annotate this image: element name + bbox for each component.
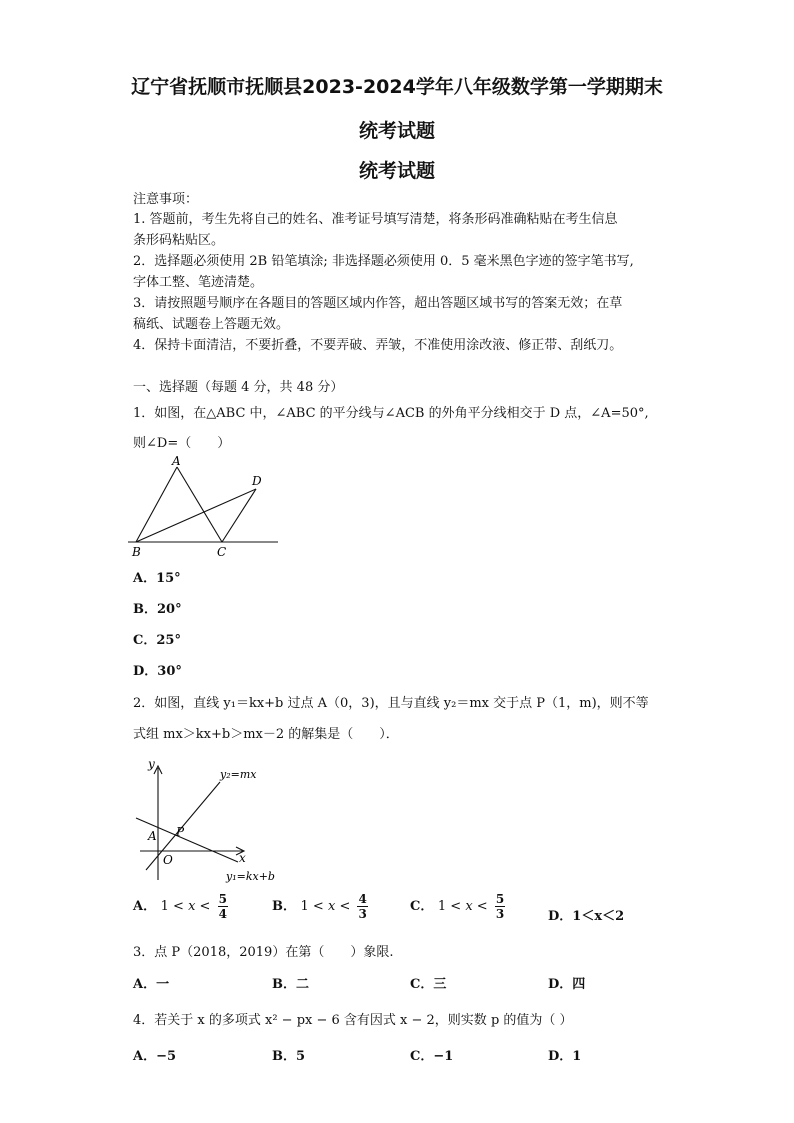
page-title-line2: 统考试题 xyxy=(358,120,435,142)
fraction-numerator: 5 xyxy=(495,892,505,906)
q2-label-y2: y₂=mx xyxy=(220,768,257,781)
q2-option-a-left: 1 < xyxy=(160,899,189,914)
q3-option-c: C．三 xyxy=(410,977,447,992)
q2-label-p: P xyxy=(176,825,185,839)
q1-label-b: B xyxy=(132,545,141,559)
notice-line: 1. 答题前，考生先将自己的姓名、准考证号填写清楚，将条形码准确粘贴在考生信息 xyxy=(133,212,618,227)
q3-option-d: D．四 xyxy=(548,977,586,992)
notice-line: 条形码粘贴区。 xyxy=(133,233,225,248)
q2-option-d-letter: D． xyxy=(548,909,573,924)
notice-line: 4．保持卡面清洁，不要折叠，不要弄破、弄皱，不准使用涂改液、修正带、刮纸刀。 xyxy=(133,338,623,353)
q1-label-c: C xyxy=(217,545,227,559)
q2-option-b-left: 1 < xyxy=(300,899,328,914)
fraction-numerator: 4 xyxy=(358,892,367,906)
fraction-denominator: 3 xyxy=(495,907,505,921)
notice-line: 稿纸、试题卷上答题无效。 xyxy=(133,317,290,332)
q2-option-c-left: 1 < xyxy=(437,899,466,914)
q2-graph-figure xyxy=(128,752,278,884)
q2-option-a-letter: A． xyxy=(133,899,157,914)
q2-option-a-rel: < xyxy=(195,899,215,914)
q2-option-b-fraction xyxy=(357,892,367,921)
q1-option-a: A．15° xyxy=(133,571,181,586)
q4-option-c: C．−1 xyxy=(410,1049,454,1064)
q2-option-a-fraction xyxy=(218,892,228,921)
q4-option-d: D．1 xyxy=(548,1049,582,1064)
q4-option-b: B．5 xyxy=(272,1049,306,1064)
q4-option-a: A．−5 xyxy=(133,1049,177,1064)
q1-stem-line2: 则∠D=（ ） xyxy=(133,436,231,451)
q1-stem: 1．如图，在△ABC 中，∠ABC 的平分线与∠ACB 的外角平分线相交于 D 点，∠A=50°, xyxy=(133,406,649,421)
q1-option-b: B．20° xyxy=(133,602,182,617)
q2-label-x: x xyxy=(239,851,246,865)
q1-option-d: D．30° xyxy=(133,664,182,679)
notice-line: 2．选择题必须使用 2B 铅笔填涂; 非选择题必须使用 0．5 毫米黑色字迹的签字笔书写, xyxy=(133,254,634,269)
q2-label-y1: y₁=kx+b xyxy=(226,870,275,883)
q2-option-b-rel: < xyxy=(335,899,355,914)
q2-option-c-var: x xyxy=(465,899,473,914)
q1-label-d: D xyxy=(252,474,262,488)
q2-label-o: O xyxy=(163,853,173,867)
page-subtitle: 统考试题 xyxy=(358,160,435,182)
q2-option-c xyxy=(410,892,505,921)
q2-option-d-text: 1＜x＜2 xyxy=(572,909,625,924)
q2-option-c-fraction xyxy=(495,892,505,921)
q1-label-a: A xyxy=(172,454,181,468)
q2-stem: 2．如图，直线 y₁＝kx+b 过点 A（0，3)，且与直线 y₂＝mx 交于点 P（1，m)，则不等 xyxy=(133,696,649,711)
fraction-numerator: 5 xyxy=(218,892,227,906)
q2-option-b xyxy=(272,892,368,921)
q2-option-a xyxy=(133,892,228,921)
q2-option-b-var: x xyxy=(327,899,336,914)
q2-option-a-var: x xyxy=(188,899,196,914)
page-title: 辽宁省抚顺市抚顺县2023-2024学年八年级数学第一学期期末 xyxy=(131,76,663,98)
q2-stem-line2: 式组 mx＞kx+b＞mx－2 的解集是（ ）． xyxy=(133,727,399,742)
section-heading: 一、选择题（每题 4 分，共 48 分） xyxy=(133,380,344,395)
q3-option-a: A．一 xyxy=(133,977,170,992)
fraction-denominator: 3 xyxy=(358,907,367,921)
q2-label-a: A xyxy=(148,829,157,843)
q2-label-y: y xyxy=(148,757,155,771)
q2-option-b-letter: B． xyxy=(272,899,296,914)
notice-heading: 注意事项： xyxy=(133,192,199,207)
q3-stem: 3．点 P（2018，2019）在第（ ）象限. xyxy=(133,945,394,960)
q1-triangle-figure xyxy=(128,452,288,564)
q1-option-c: C．25° xyxy=(133,633,181,648)
notice-line: 字体工整、笔迹清楚。 xyxy=(133,275,264,290)
notice-line: 3．请按照题号顺序在各题目的答题区域内作答，超出答题区域书写的答案无效；在草 xyxy=(133,296,623,311)
q2-option-c-rel: < xyxy=(472,899,492,914)
q2-option-d xyxy=(548,905,624,924)
q3-option-b: B．二 xyxy=(272,977,309,992)
q4-stem: 4．若关于 x 的多项式 x² − px − 6 含有因式 x − 2，则实数 p 的值为（ ） xyxy=(133,1013,573,1028)
q2-option-c-letter: C． xyxy=(410,899,434,914)
fraction-denominator: 4 xyxy=(218,907,227,921)
